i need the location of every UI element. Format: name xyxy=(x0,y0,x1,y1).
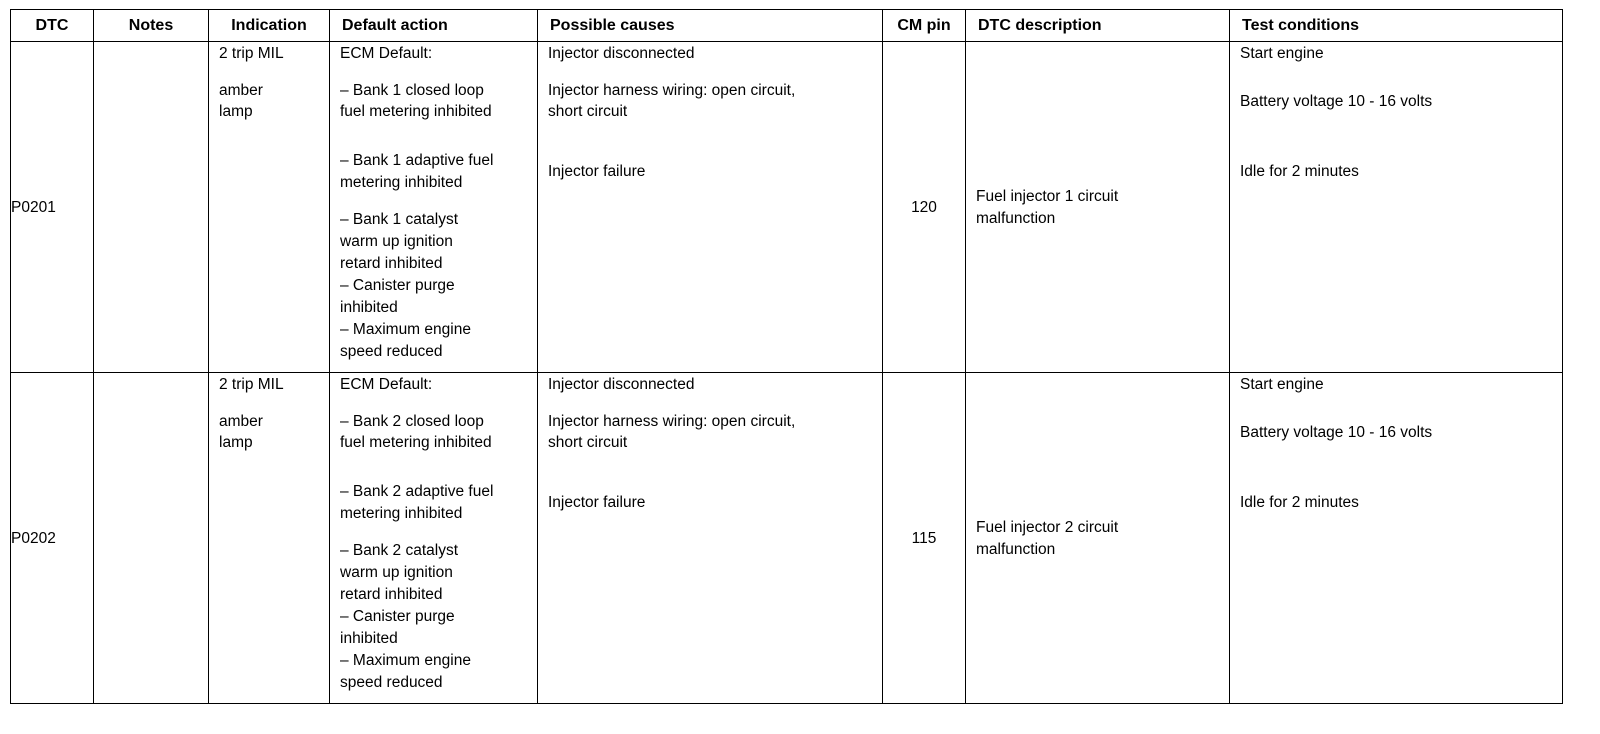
cm-pin: 120 xyxy=(883,42,966,373)
possible-cause-line: Injector harness wiring: open circuit, xyxy=(548,413,796,430)
header-default-action: Default action xyxy=(330,10,538,42)
default-action-line: metering inhibited xyxy=(340,505,463,522)
default-action-line: retard inhibited xyxy=(340,586,443,603)
possible-cause-line: Injector disconnected xyxy=(548,376,695,393)
default-action-line: – Maximum engine xyxy=(340,652,471,669)
test-condition-line: Battery voltage 10 - 16 volts xyxy=(1240,424,1433,441)
default-action-line: fuel metering inhibited xyxy=(340,103,492,120)
default-action-line: – Bank 1 closed loop xyxy=(340,82,484,99)
table-row xyxy=(11,373,1563,704)
indication-line: amber xyxy=(219,413,263,430)
possible-causes-cell xyxy=(538,373,883,704)
default-action-line: inhibited xyxy=(340,299,398,316)
default-action-line: – Bank 2 adaptive fuel xyxy=(340,483,494,500)
header-row xyxy=(11,10,1563,42)
dtc-description-cell xyxy=(966,42,1230,373)
indication-line: 2 trip MIL xyxy=(219,376,284,393)
default-action-line: – Bank 1 adaptive fuel xyxy=(340,152,494,169)
test-condition-line: Start engine xyxy=(1240,45,1324,62)
default-action-line: – Maximum engine xyxy=(340,321,471,338)
indication-line: amber xyxy=(219,82,263,99)
dtc-description-line: malfunction xyxy=(976,210,1056,227)
indication-line: 2 trip MIL xyxy=(219,45,284,62)
default-action-line: speed reduced xyxy=(340,674,443,691)
possible-cause-line: short circuit xyxy=(548,103,628,120)
test-conditions-cell xyxy=(1230,373,1563,704)
default-action-cell xyxy=(330,42,538,373)
header-test-conditions: Test conditions xyxy=(1230,10,1563,42)
possible-cause-line: Injector harness wiring: open circuit, xyxy=(548,82,796,99)
default-action-cell xyxy=(330,373,538,704)
notes-cell xyxy=(94,373,209,704)
test-condition-line: Start engine xyxy=(1240,376,1324,393)
indication-cell xyxy=(209,42,330,373)
default-action-line: – Bank 2 closed loop xyxy=(340,413,484,430)
possible-cause-line: Injector disconnected xyxy=(548,45,695,62)
default-action-line: warm up ignition xyxy=(340,564,453,581)
test-condition-line: Idle for 2 minutes xyxy=(1240,494,1359,511)
notes-cell xyxy=(94,42,209,373)
header-notes: Notes xyxy=(94,10,209,42)
table-row xyxy=(11,42,1563,373)
default-action-line: – Bank 1 catalyst xyxy=(340,211,459,228)
indication-line: lamp xyxy=(219,103,253,120)
dtc-description-line: Fuel injector 1 circuit xyxy=(976,188,1119,205)
default-action-line: retard inhibited xyxy=(340,255,443,272)
test-condition-line: Idle for 2 minutes xyxy=(1240,163,1359,180)
possible-cause-line: Injector failure xyxy=(548,163,646,180)
possible-causes-cell xyxy=(538,42,883,373)
header-possible-causes: Possible causes xyxy=(538,10,883,42)
indication-line: lamp xyxy=(219,434,253,451)
default-action-line: speed reduced xyxy=(340,343,443,360)
test-conditions-cell xyxy=(1230,42,1563,373)
indication-cell xyxy=(209,373,330,704)
default-action-line: warm up ignition xyxy=(340,233,453,250)
header-dtc-description: DTC description xyxy=(966,10,1230,42)
default-action-line: – Canister purge xyxy=(340,277,455,294)
dtc-code: P0202 xyxy=(11,373,94,704)
cm-pin: 115 xyxy=(883,373,966,704)
test-condition-line: Battery voltage 10 - 16 volts xyxy=(1240,93,1433,110)
dtc-description-line: malfunction xyxy=(976,541,1056,558)
header-indication: Indication xyxy=(209,10,330,42)
default-action-line: metering inhibited xyxy=(340,174,463,191)
dtc-description-line: Fuel injector 2 circuit xyxy=(976,519,1119,536)
default-action-line: fuel metering inhibited xyxy=(340,434,492,451)
possible-cause-line: Injector failure xyxy=(548,494,646,511)
default-action-line: inhibited xyxy=(340,630,398,647)
header-cm-pin: CM pin xyxy=(883,10,966,42)
default-action-line: – Canister purge xyxy=(340,608,455,625)
possible-cause-line: short circuit xyxy=(548,434,628,451)
default-action-line: – Bank 2 catalyst xyxy=(340,542,459,559)
dtc-table xyxy=(10,9,1563,704)
default-action-line: ECM Default: xyxy=(340,376,433,393)
header-dtc: DTC xyxy=(11,10,94,42)
dtc-description-cell xyxy=(966,373,1230,704)
dtc-code: P0201 xyxy=(11,42,94,373)
default-action-line: ECM Default: xyxy=(340,45,433,62)
